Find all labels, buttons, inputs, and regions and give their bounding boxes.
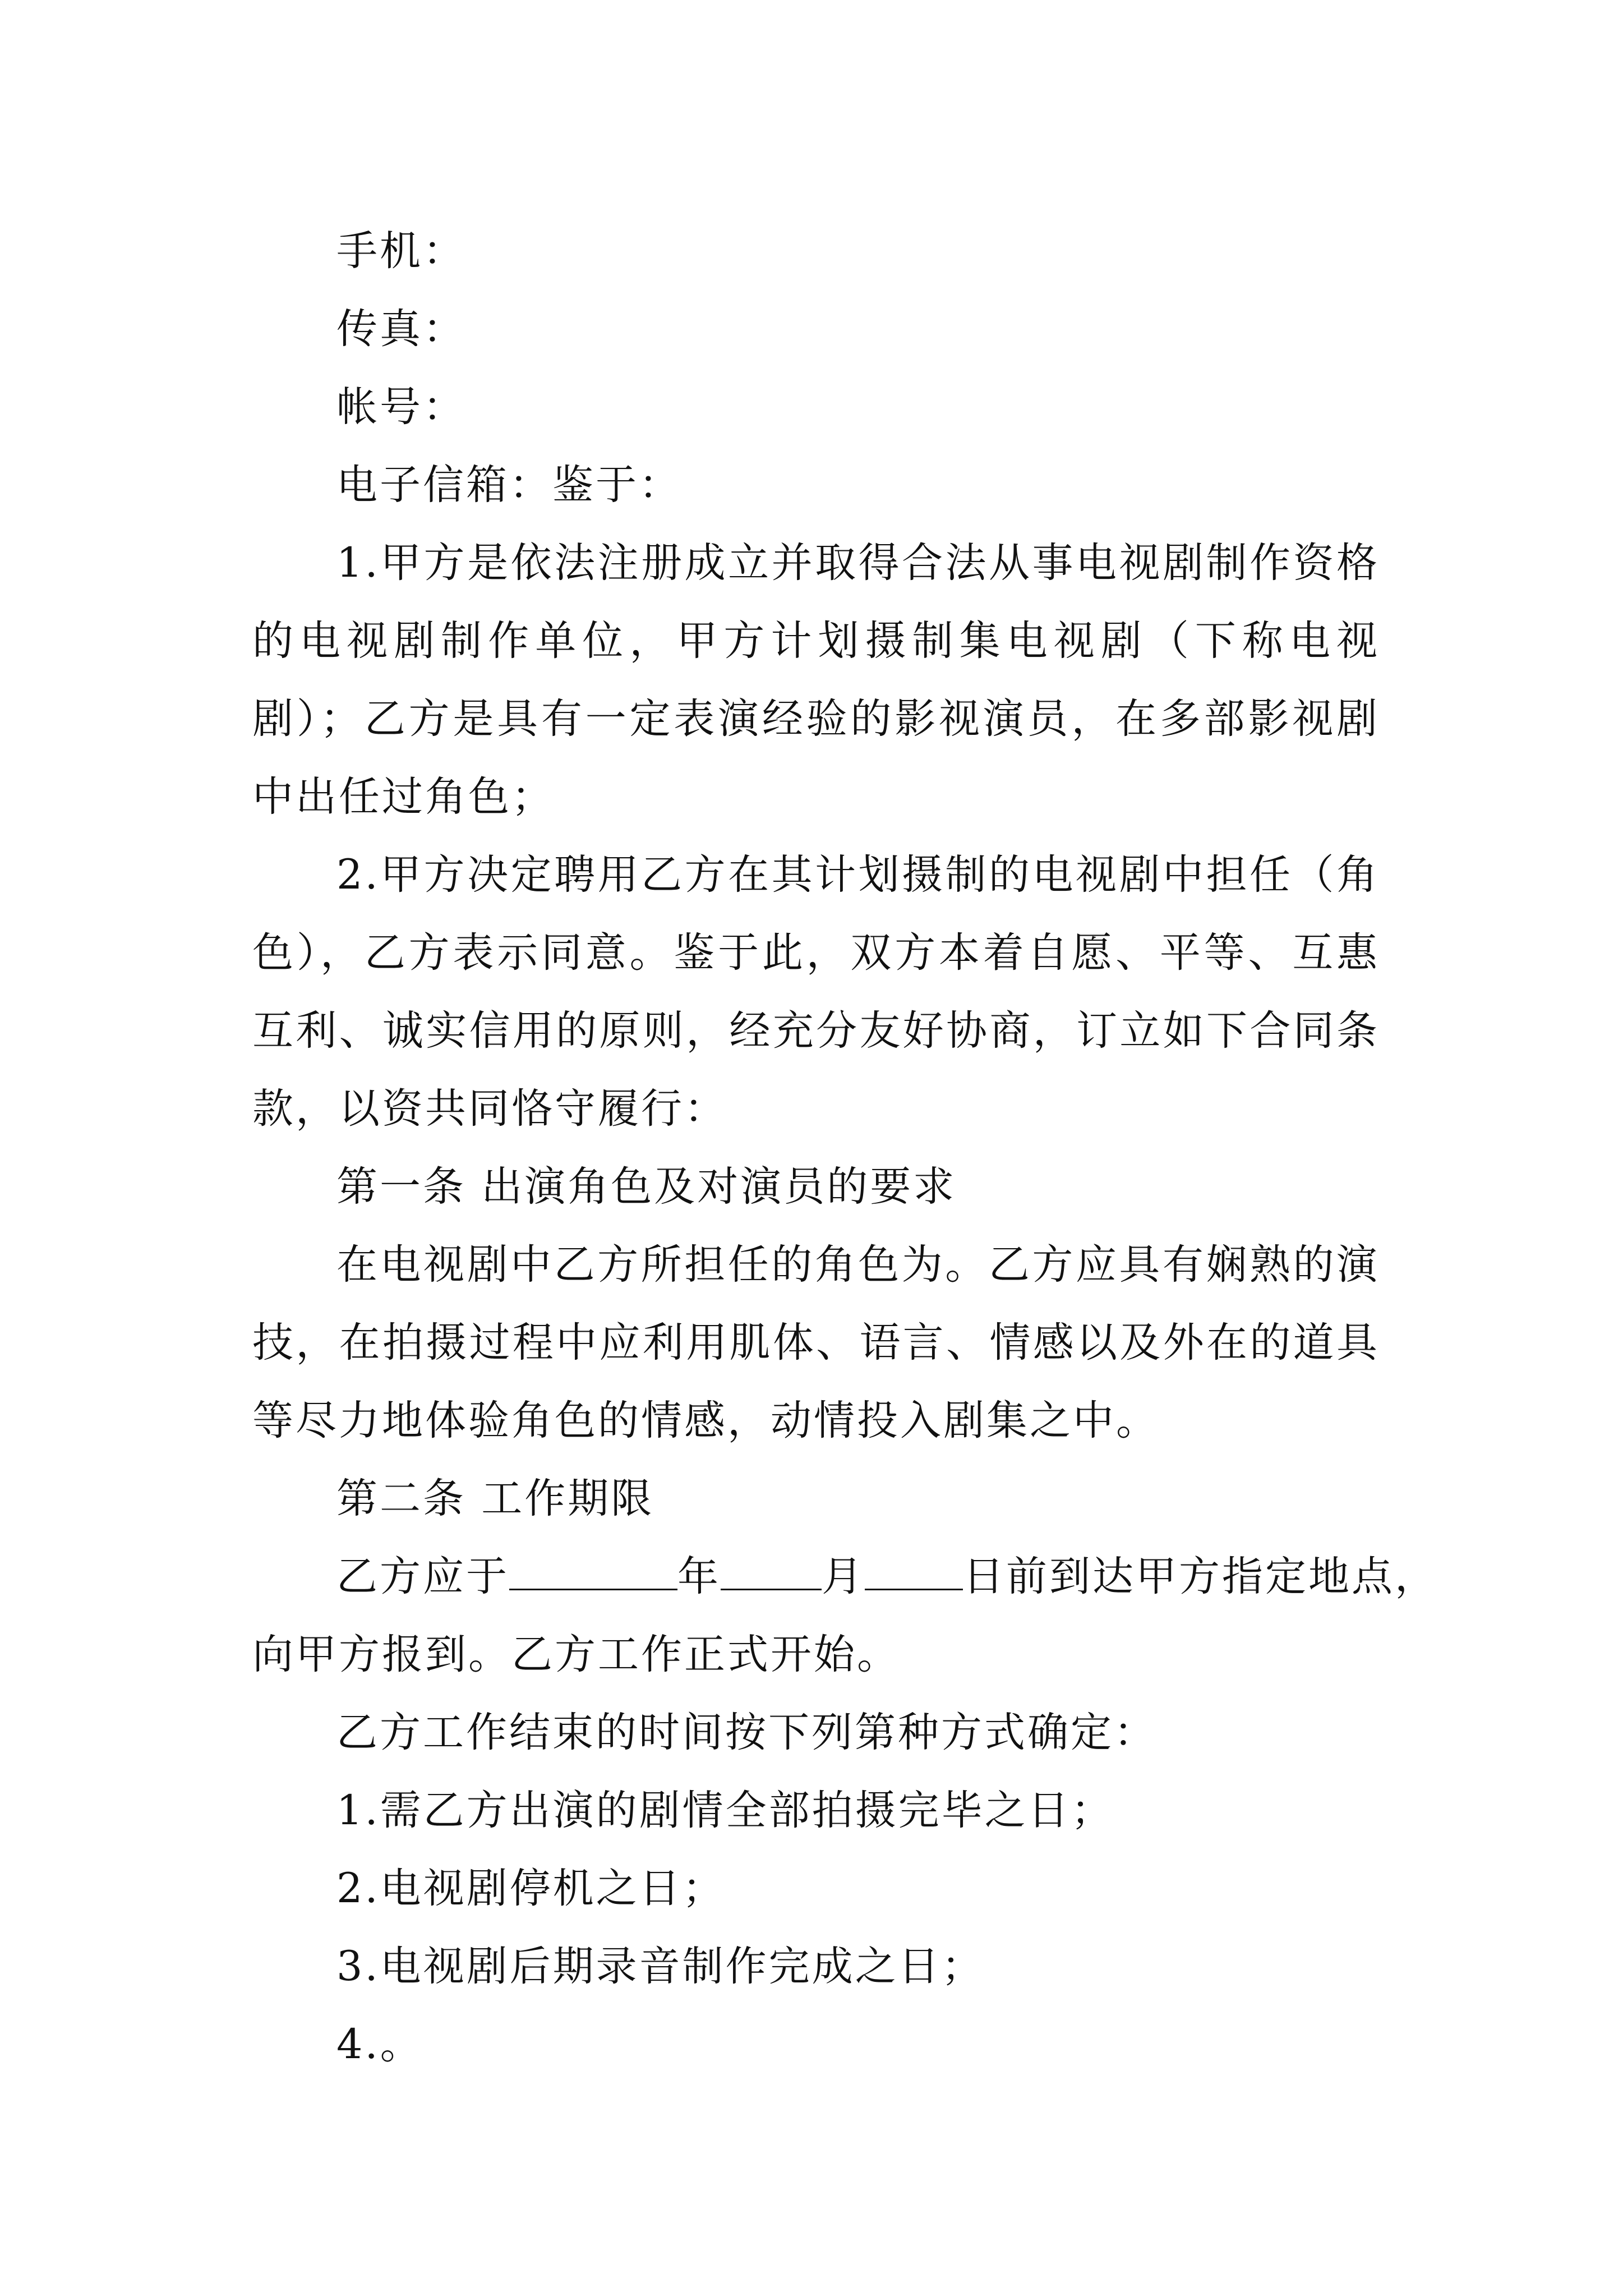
day-suffix: 日前到达甲方指定地点， <box>963 1553 1438 1600</box>
year-label: 年 <box>677 1553 721 1600</box>
year-blank <box>509 1553 677 1590</box>
account-line: 帐号： <box>336 383 466 431</box>
end-option-2: 2.电视剧停机之日； <box>336 1865 726 1912</box>
end-option-4: 4.。 <box>336 2021 423 2068</box>
recital-2: 2.甲方决定聘用乙方在其计划摄制的电视剧中担任（角色），乙方表示同意。鉴于此，双方本着自愿、平等、互惠互利、诚实信用的原则，经充分友好协商，订立如下合同条款，以资共同恪守履行： <box>252 851 1380 1133</box>
day-blank <box>865 1553 963 1590</box>
end-option-1: 1.需乙方出演的剧情全部拍摄完毕之日； <box>336 1787 1114 1834</box>
email-whereas-line: 电子信箱：鉴于： <box>336 461 682 509</box>
end-intro: 乙方工作结束的时间按下列第种方式确定： <box>336 1709 1157 1756</box>
article-1-body: 在电视剧中乙方所担任的角色为。乙方应具有娴熟的演技，在拍摄过程中应利用肌体、语言、情感以及外在的道具等尽力地体验角色的情感，动情投入剧集之中。 <box>252 1241 1380 1444</box>
fax-line: 传真： <box>336 305 466 353</box>
end-option-3: 3.电视剧后期录音制作完成之日； <box>336 1943 985 1990</box>
document-body <box>252 212 1438 2083</box>
article-1-heading: 第一条 出演角色及对演员的要求 <box>336 1163 957 1211</box>
report-prefix: 乙方应于 <box>336 1553 509 1600</box>
month-blank <box>721 1553 822 1590</box>
report-date-line <box>252 1538 1438 1616</box>
phone-line: 手机： <box>336 227 466 275</box>
recital-1: 1.甲方是依法注册成立并取得合法从事电视剧制作资格的电视剧制作单位，甲方计划摄制集电视剧（下称电视剧）；乙方是具有一定表演经验的影视演员，在多部影视剧中出任过角色； <box>252 539 1380 821</box>
article-2-heading: 第二条 工作期限 <box>336 1475 654 1522</box>
report-line-2: 向甲方报到。乙方工作正式开始。 <box>252 1631 900 1678</box>
month-label: 月 <box>822 1553 865 1600</box>
